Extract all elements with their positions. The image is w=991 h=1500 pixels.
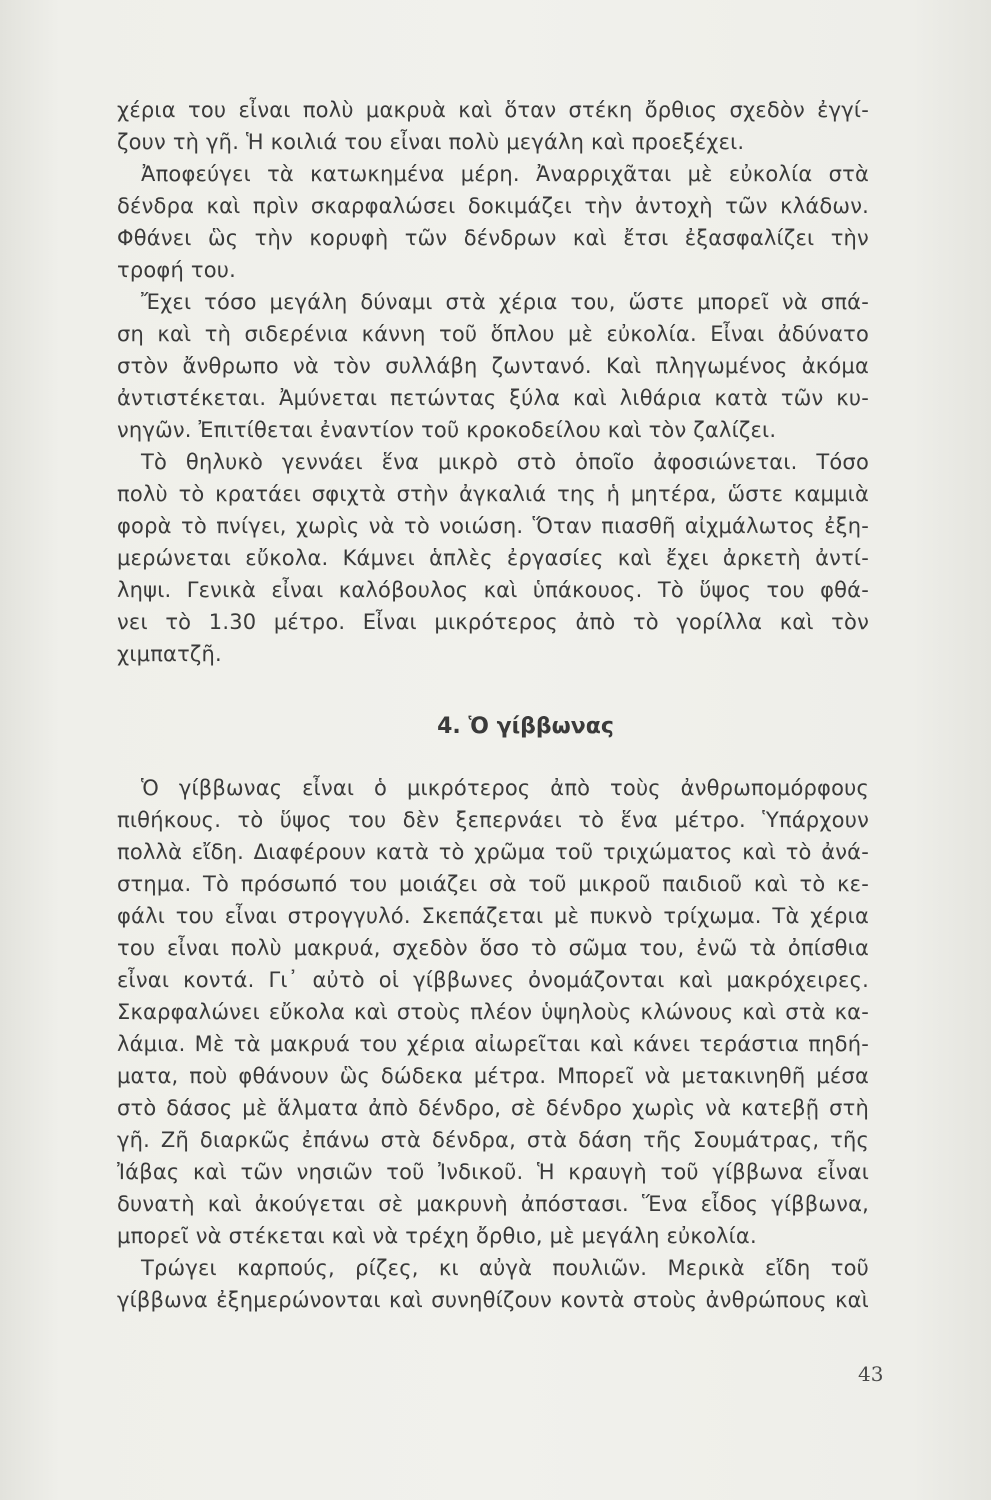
text-line: Τὸ θηλυκὸ γεννάει ἕνα μικρὸ στὸ ὁποῖο ἀφοσιώνεται. Τόσο [141,450,869,474]
text-line: στὸ δάσος μὲ ἅλματα ἀπὸ δένδρο, σὲ δένδρο χωρὶς νὰ κατεβῇ στὴ [117,1096,869,1120]
text-line: φάλι του εἶναι στρογγυλό. Σκεπάζεται μὲ πυκνὸ τρίχωμα. Τὰ χέρια [117,904,869,928]
text-line: Σκαρφαλώνει εὔκολα καὶ στοὺς πλέον ὑψηλοὺς κλώνους καὶ στὰ κα- [117,1000,869,1024]
text-line: ση καὶ τὴ σιδερένια κάννη τοῦ ὅπλου μὲ εὐκολία. Εἶναι ἀδύνατο [117,322,869,346]
text-line: χιμπατζῆ. [117,642,222,666]
text-line: Φθάνει ὣς τὴν κορυφὴ τῶν δένδρων καὶ ἔτσι ἐξασφαλίζει τὴν [117,226,869,250]
text-line: λάμια. Μὲ τὰ μακρυά του χέρια αἰωρεῖται καὶ κάνει τεράστια πηδή- [117,1032,869,1056]
text-line: ζουν τὴ γῆ. Ἡ κοιλιά του εἶναι πολὺ μεγάλη καὶ προεξέχει. [117,130,745,154]
page-number: 43 [858,1362,884,1386]
text-line: του εἶναι πολὺ μακρυά, σχεδὸν ὅσο τὸ σῶμα του, ἐνῶ τὰ ὀπίσθια [117,936,869,960]
text-line: δυνατὴ καὶ ἀκούγεται σὲ μακρυνὴ ἀπόστασι. Ἕνα εἶδος γίββωνα, [117,1192,869,1216]
text-line: Ὁ γίββωνας εἶναι ὁ μικρότερος ἀπὸ τοὺς ἀνθρωπομόρφους [141,776,869,800]
text-line: πολλὰ εἴδη. Διαφέρουν κατὰ τὸ χρῶμα τοῦ τριχώματος καὶ τὸ ἀνά- [117,840,869,864]
text-line: Ἔχει τόσο μεγάλη δύναμι στὰ χέρια του, ὥστε μπορεῖ νὰ σπά- [141,290,869,314]
text-line: γίββωνα ἐξημερώνονται καὶ συνηθίζουν κοντὰ στοὺς ἀνθρώπους καὶ [117,1288,869,1312]
text-line: μερώνεται εὔκολα. Κάμνει ἁπλὲς ἐργασίες καὶ ἔχει ἀρκετὴ ἀντί- [117,546,869,570]
text-line: στὸν ἄνθρωπο νὰ τὸν συλλάβη ζωντανό. Καὶ πληγωμένος ἀκόμα [117,354,869,378]
text-line: Ἰάβας καὶ τῶν νησιῶν τοῦ Ἰνδικοῦ. Ἡ κραυγὴ τοῦ γίββωνα εἶναι [117,1160,869,1184]
text-line: φορὰ τὸ πνίγει, χωρὶς νὰ τὸ νοιώση. Ὅταν πιασθῆ αἰχμάλωτος ἐξη- [117,514,869,538]
text-line: ληψι. Γενικὰ εἶναι καλόβουλος καὶ ὑπάκουος. Τὸ ὕψος του φθά- [117,578,869,602]
text-line: γῆ. Ζῆ διαρκῶς ἐπάνω στὰ δένδρα, στὰ δάση τῆς Σουμάτρας, τῆς [117,1128,869,1152]
text-line: δένδρα καὶ πρὶν σκαρφαλώσει δοκιμάζει τὴν ἀντοχὴ τῶν κλάδων. [117,194,869,218]
text-line: χέρια του εἶναι πολὺ μακρυὰ καὶ ὅταν στέκη ὄρθιος σχεδὸν ἐγγί- [117,98,869,122]
text-line: ματα, ποὺ φθάνουν ὣς δώδεκα μέτρα. Μπορεῖ νὰ μετακινηθῆ μέσα [117,1064,869,1088]
section-heading: 4. Ὁ γίββωνας [437,714,614,739]
text-block-top [117,94,869,670]
text-line: εἶναι κοντά. Γι᾽ αὐτὸ οἱ γίββωνες ὀνομάζονται καὶ μακρόχειρες. [117,968,869,992]
text-block-bottom [117,772,869,1316]
text-line: πολὺ τὸ κρατάει σφιχτὰ στὴν ἀγκαλιά της ἡ μητέρα, ὥστε καμμιὰ [117,482,869,506]
text-line: Ἀποφεύγει τὰ κατωκημένα μέρη. Ἀναρριχᾶται μὲ εὐκολία στὰ [141,162,869,186]
text-line: μπορεῖ νὰ στέκεται καὶ νὰ τρέχη ὄρθιο, μὲ μεγάλη εὐκολία. [117,1224,757,1248]
text-line: νηγῶν. Ἐπιτίθεται ἐναντίον τοῦ κροκοδείλου καὶ τὸν ζαλίζει. [117,418,777,442]
text-line: τροφή του. [117,258,236,282]
text-line: Τρώγει καρπούς, ρίζες, κι αὐγὰ πουλιῶν. Μερικὰ εἴδη τοῦ [141,1256,869,1280]
text-line: στημα. Τὸ πρόσωπό του μοιάζει σὰ τοῦ μικροῦ παιδιοῦ καὶ τὸ κε- [117,872,869,896]
text-line: πιθήκους. τὸ ὕψος του δὲν ξεπερνάει τὸ ἕνα μέτρο. Ὑπάρχουν [117,808,869,832]
text-line: ἀντιστέκεται. Ἀμύνεται πετώντας ξύλα καὶ λιθάρια κατὰ τῶν κυ- [117,386,869,410]
text-line: νει τὸ 1.30 μέτρο. Εἶναι μικρότερος ἀπὸ τὸ γορίλλα καὶ τὸν [117,610,869,634]
